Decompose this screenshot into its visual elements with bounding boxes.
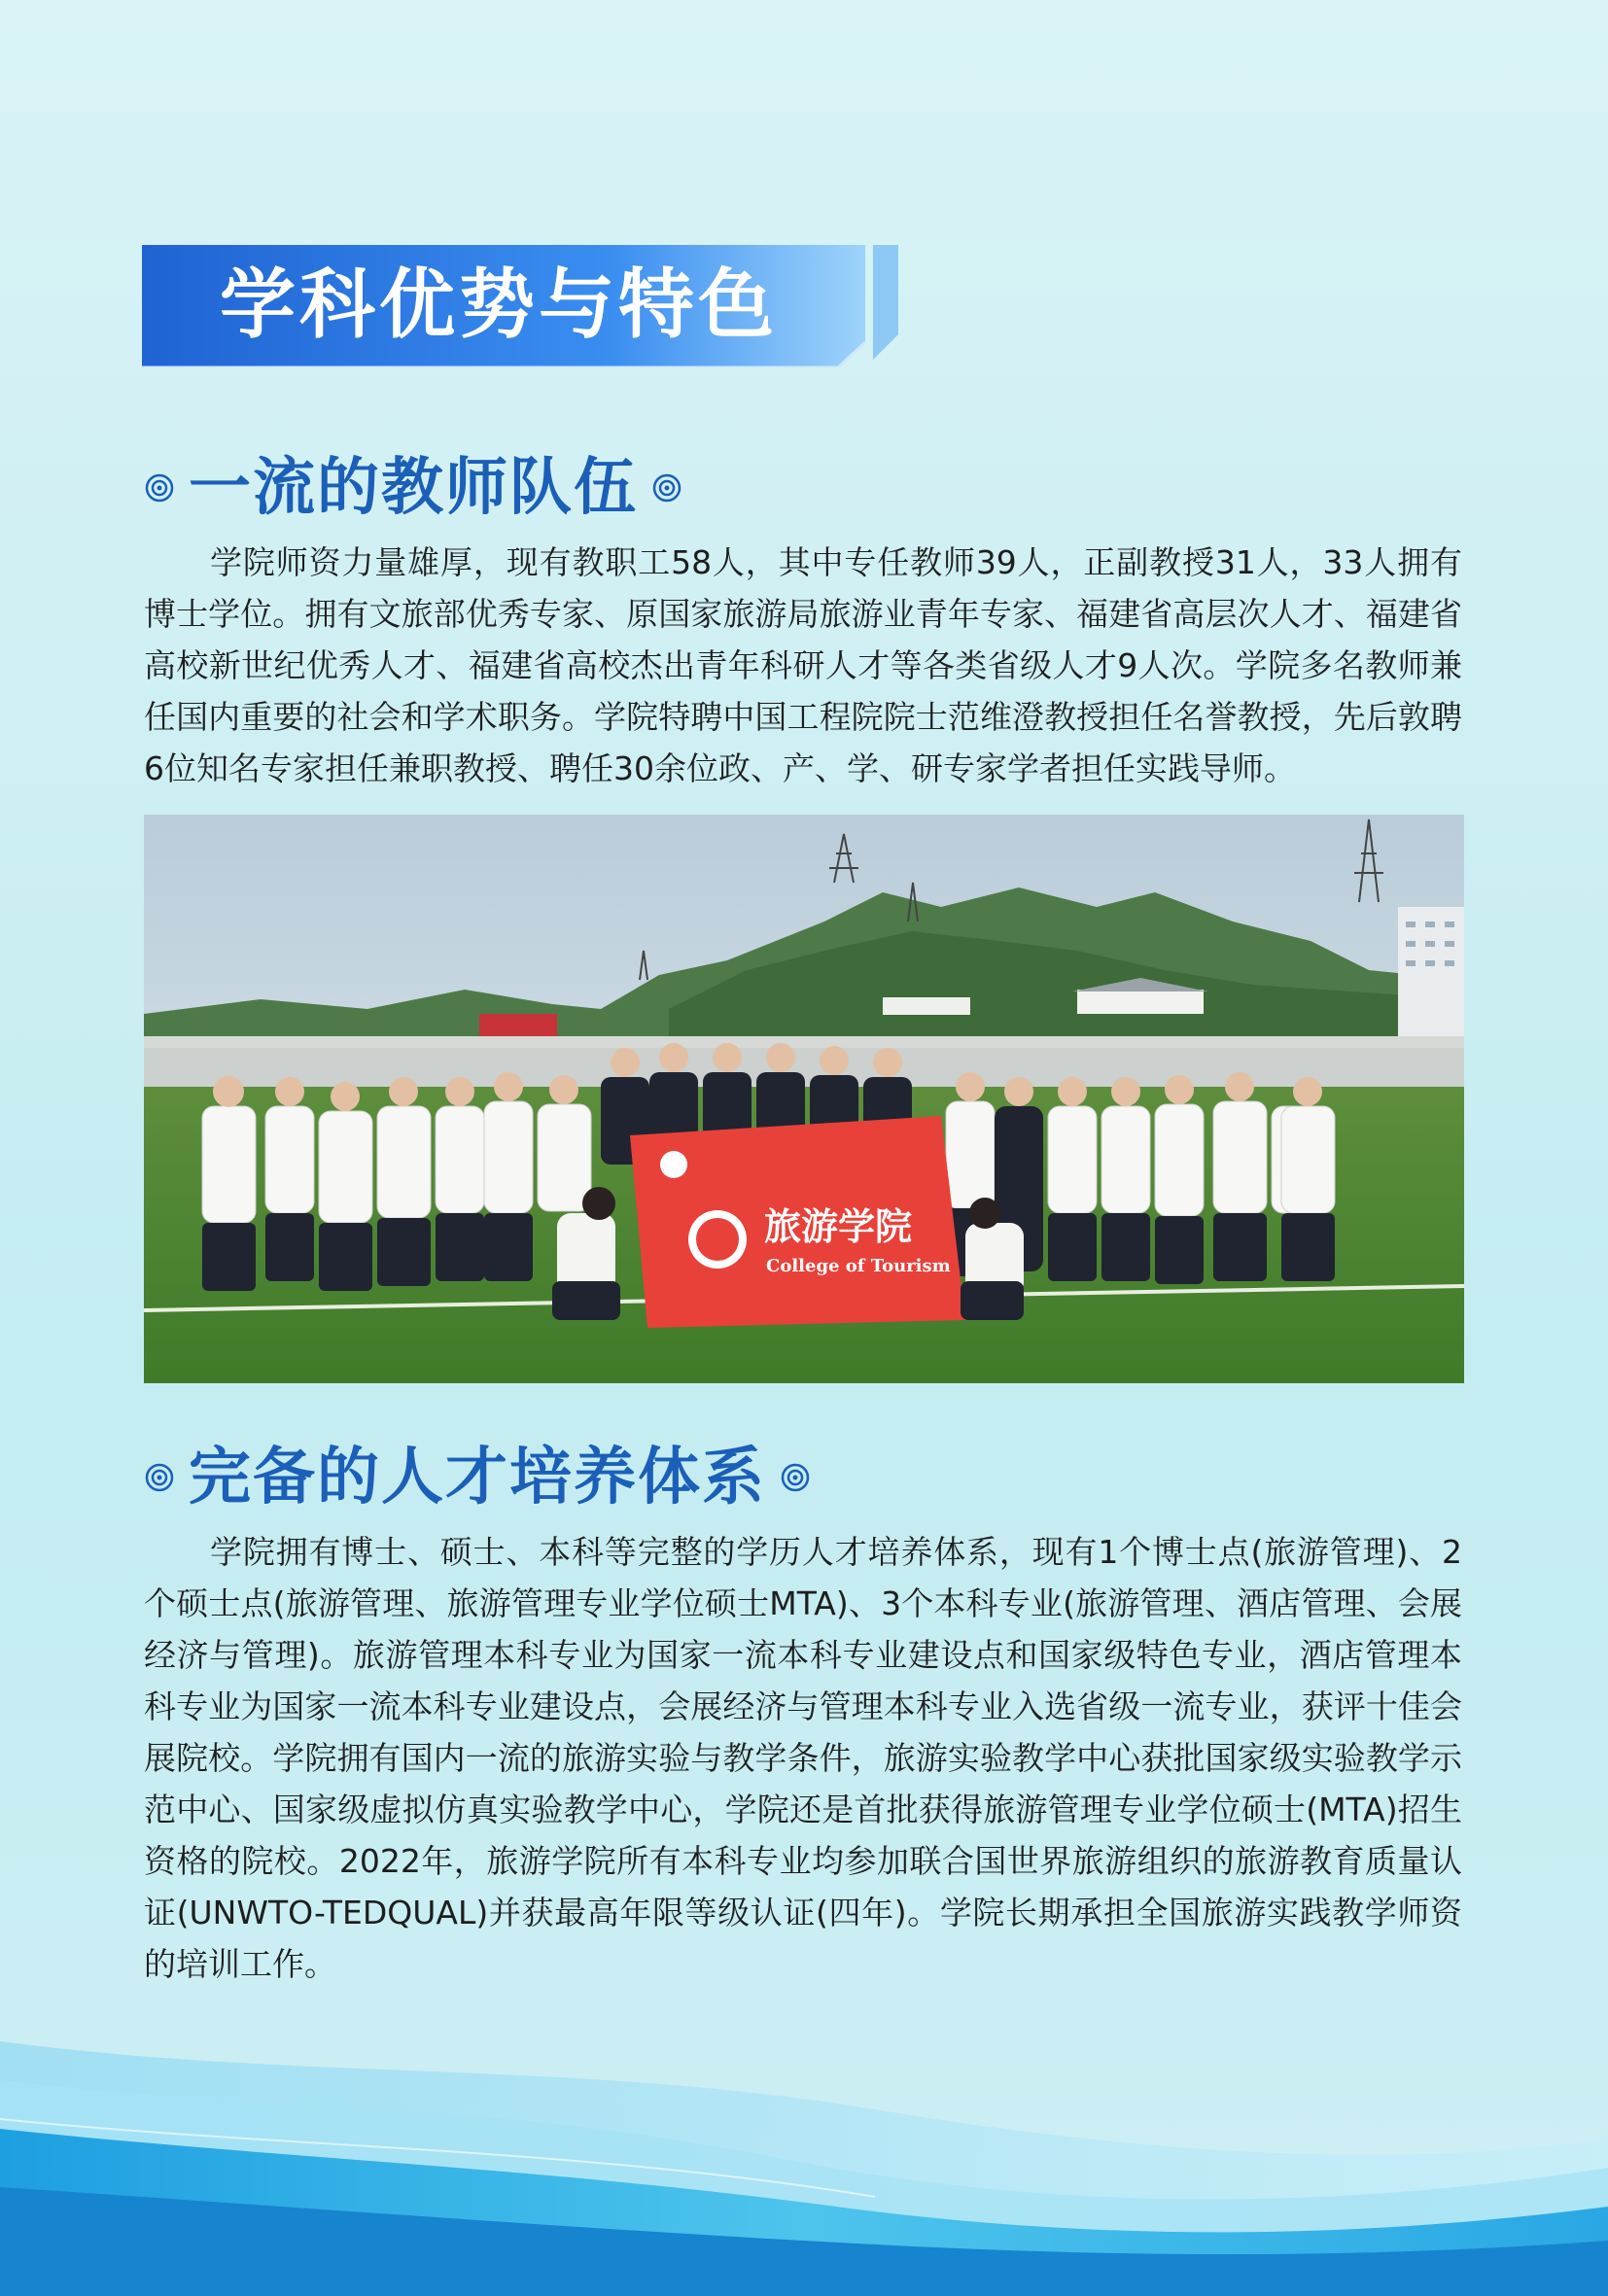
target-icon [780,1462,811,1493]
target-icon [651,472,682,504]
decorative-waves [0,2022,1608,2296]
page-title: 学科优势与特色 [220,261,779,349]
college-flag [630,1116,965,1328]
section-heading-teachers [144,449,682,527]
flag-english-text: College of Tourism [766,1256,951,1276]
target-icon [144,472,175,504]
section-title: 完备的人才培养体系 [189,1441,766,1513]
target-icon [144,1462,175,1493]
section-title: 一流的教师队伍 [189,451,638,524]
section-paragraph-training: 学院拥有博士、硕士、本科等完整的学历人才培养体系，现有1个博士点(旅游管理)、2个硕士点(旅游管理、旅游管理专业学位硕士MTA)、3个本科专业(旅游管理、酒店管理、会展经济与管理)。旅游管理本科专业为国家一流本科专业建设点和国家级特色专业，酒店管理本科专业为国家一流本科专业建设点，会展经济与管理本科专业入选省级一流专业，获评十佳会展院校。学院拥有国内一流的旅游实验与教学条件，旅游实验教学中心获批国家级实验教学示范中心、国家级虚拟仿真实验教学中心，学院还是首批获得旅游管理专业学位硕士(MTA)招生资格的院校。2022年，旅游学院所有本科专业均参加联合国世界旅游组织的旅游教育质量认证(UNWTO-TEDQUAL)并获最高年限等级认证(四年)。学院长期承担全国旅游实践教学师资的培训工作。 [144,1533,1462,1983]
flag-chinese-text: 旅游学院 [764,1204,913,1248]
group-photo [144,815,1464,1383]
section-paragraph-teachers: 学院师资力量雄厚，现有教职工58人，其中专任教师39人，正副教授31人，33人拥有博士学位。拥有文旅部优秀专家、原国家旅游局旅游业青年专家、福建省高层次人才、福建省高校新世纪优秀人才、福建省高校杰出青年科研人才等各类省级人才9人次。学院多名教师兼任国内重要的社会和学术职务。学院特聘中国工程院院士范维澄教授担任名誉教授，先后敦聘6位知名专家担任兼职教授、聘任30余位政、产、学、研专家学者担任实践导师。 [144,543,1462,787]
section-heading-training [144,1439,811,1516]
title-banner [142,245,898,367]
